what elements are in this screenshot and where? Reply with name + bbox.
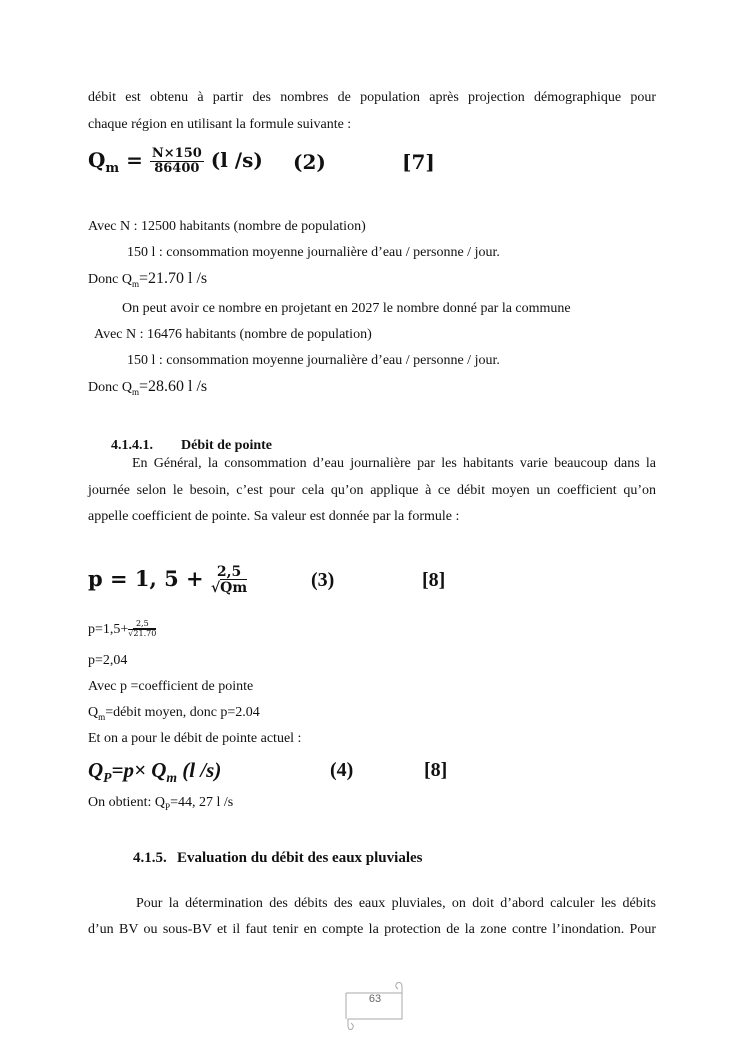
text-line: Avec N : 12500 habitants (nombre de population) [88, 219, 366, 234]
text: =21.70 l /s [139, 270, 208, 287]
equation-4 [88, 757, 221, 791]
denominator: √Qm [210, 579, 248, 596]
fraction [128, 620, 156, 639]
subscript: m [131, 278, 140, 289]
page-number-scroll [340, 985, 404, 1021]
numerator: N×150 [151, 145, 202, 161]
text: Donc Q [88, 380, 132, 395]
paragraph-line: Pour la détermination des débits des eaux pluviales, on doit d’abord calculer les débits [136, 896, 656, 911]
text: Donc Q [88, 272, 132, 287]
eq-sub: m [105, 161, 120, 176]
text: =p× Q [111, 758, 167, 782]
text-line [88, 270, 207, 293]
text: Q [88, 705, 99, 720]
equation-reference: [8] [424, 759, 448, 781]
section-number: 4.1.5. [133, 850, 167, 866]
text-line: 150 l : consommation moyenne journalière d’eau / personne / jour. [127, 245, 500, 260]
subscript: P [165, 801, 171, 812]
equation-number: (2) [293, 150, 326, 174]
text-line: 150 l : consommation moyenne journalière d’eau / personne / jour. [127, 353, 500, 368]
eq-unit: (l /s) [210, 148, 263, 172]
text: =44, 27 l /s [170, 795, 234, 810]
section-title: Evaluation du débit des eaux pluviales [177, 850, 423, 866]
sqrt-content: 21.70 [133, 629, 157, 639]
equation-3 [88, 556, 247, 602]
equation-2 [88, 138, 263, 191]
text-line [88, 704, 260, 726]
paragraph-line: journée selon le besoin, c’est pour cela qu’on applique à ce débit moyen un coefficient qu’on [88, 483, 656, 498]
subscript: m [166, 770, 177, 786]
numerator: 2,5 [128, 620, 156, 630]
text: Q [88, 758, 104, 782]
subscript: m [98, 711, 106, 722]
equation-reference: [7] [402, 150, 435, 174]
eq-lhs: p = 1, 5 + [88, 566, 211, 591]
scroll-ornament-icon [340, 981, 410, 1031]
text: (l /s) [177, 758, 222, 782]
result-line [88, 794, 233, 816]
denominator: 86400 [154, 161, 200, 176]
fraction [150, 147, 204, 177]
paragraph-line: chaque région en utilisant la formule suivante : [88, 117, 352, 132]
page-number: 63 [368, 993, 382, 1005]
subscript: P [103, 770, 112, 786]
eq-lhs: Q [88, 148, 106, 172]
paragraph-line: appelle coefficient de pointe. Sa valeur est donnée par la formule : [88, 509, 460, 524]
paragraph-line: d’un BV ou sous-BV et il faut tenir en compte la protection de la zone contre l’inondation. Pour [88, 922, 656, 937]
numerator: 2,5 [216, 564, 242, 581]
text-line [88, 378, 207, 401]
equation-number: (4) [330, 759, 354, 781]
section-title: Débit de pointe [181, 438, 272, 453]
calculation-line [88, 615, 156, 645]
text: =28.60 l /s [139, 378, 208, 395]
text-line: Avec N : 16476 habitants (nombre de population) [94, 327, 372, 342]
equation-number: (3) [311, 569, 335, 591]
fraction [211, 565, 247, 596]
text-line: Et on a pour le débit de pointe actuel : [88, 731, 302, 746]
text: On obtient: Q [88, 795, 165, 810]
equation-reference: [8] [422, 569, 446, 591]
denominator: √21.70 [128, 629, 157, 639]
section-number: 4.1.4.1. [111, 438, 153, 453]
text-line: On peut avoir ce nombre en projetant en 2027 le nombre donné par la commune [122, 301, 571, 316]
eq-sign: = [119, 148, 150, 172]
paragraph-line: débit est obtenu à partir des nombres de population après projection démographique pour [88, 90, 656, 105]
text: p=1,5+ [88, 622, 129, 637]
text: =débit moyen, donc p=2.04 [105, 705, 260, 720]
text-line: p=2,04 [88, 653, 128, 668]
sqrt-content: Qm [220, 579, 248, 596]
subscript: m [131, 386, 140, 397]
paragraph-line: En Général, la consommation d’eau journalière par les habitants varie beaucoup dans la [132, 456, 656, 471]
text-line: Avec p =coefficient de pointe [88, 679, 254, 694]
